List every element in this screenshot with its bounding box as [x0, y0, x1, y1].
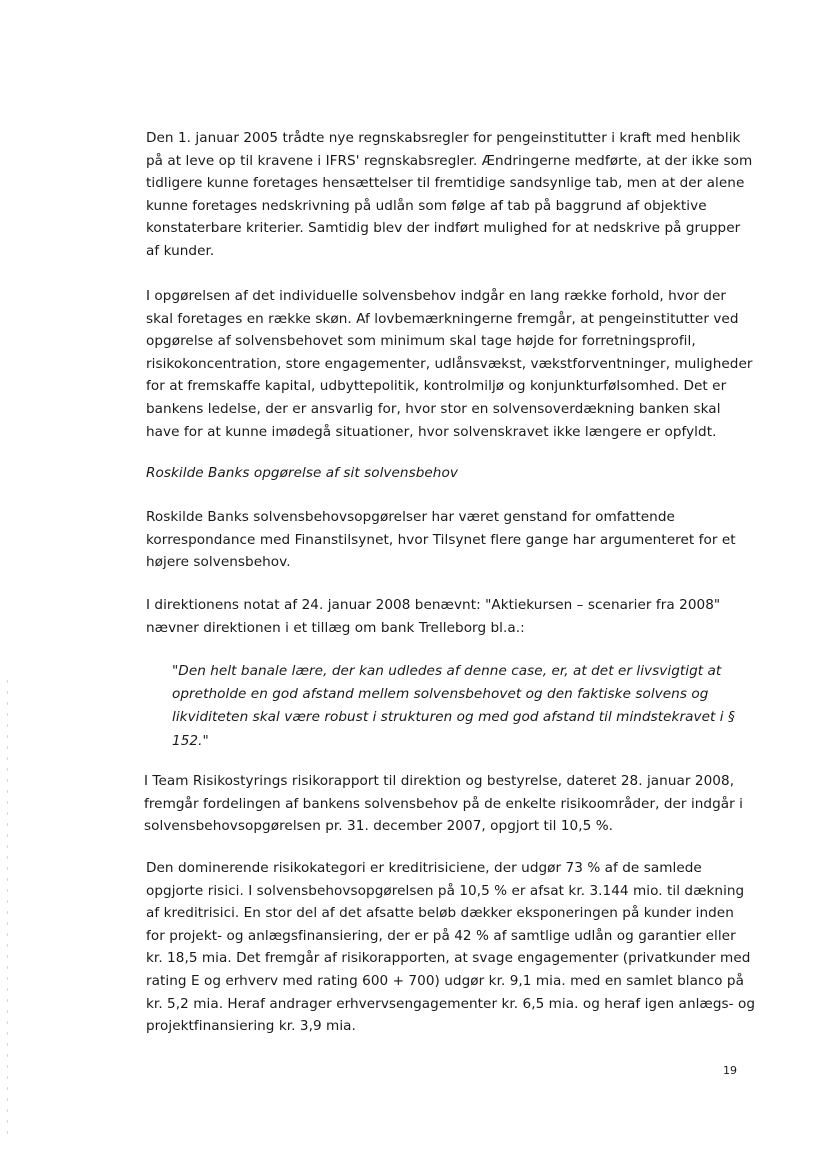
- quote-text: "Den helt banale lære, der kan udledes af denne case, er, at det er livsvigtigt at opretholde en god afstand mellem solvensbehovet og den faktiske solvens og likviditeten skal være robust i strukturen og med god afstand til mindstekravet i § 152.": [172, 663, 735, 749]
- paragraph-credit-risk: [146, 857, 756, 1038]
- paragraph-ifrs-rules: [146, 127, 756, 263]
- block-quote: [172, 660, 746, 753]
- paragraph-solvency-need: [146, 285, 756, 443]
- section-heading: [146, 462, 756, 485]
- paragraph-management-memo: [146, 594, 756, 639]
- section-heading-text: Roskilde Banks opgørelse af sit solvensbehov: [146, 465, 458, 481]
- paragraph-text: Den 1. januar 2005 trådte nye regnskabsregler for pengeinstitutter i kraft med henblik på at leve op til kravene i IFRS' regnskabsregler. Ændringerne medførte, at der ikke som tidligere kunne foretages hensættelser til fremtidige sandsynlige tab, men at der alene kunne foretages nedskrivning på udlån som følge af tab på baggrund af objektive konstaterbare kriterier. Samtidig blev der indført mulighed for at nedskrive på grupper af kunder.: [146, 130, 753, 259]
- paragraph-text: I opgørelsen af det individuelle solvensbehov indgår en lang række forhold, hvor der skal foretages en række skøn. Af lovbemærkningerne fremgår, at pengeinstitutter ved opgørelse af solvensbehovet som minimum skal tage højde for forretningsprofil, risikokoncentration, store engagementer, udlånsvækst, vækstforventninger, muligheder for at fremskaffe kapital, udbyttepolitik, kontrolmiljø og konjunkturfølsomhed. Det er bankens ledelse, der er ansvarlig for, hvor stor en solvensoverdækning banken skal have for at kunne imødegå situationer, hvor solvenskravet ikke længere er opfyldt.: [146, 288, 753, 440]
- page-number: 19: [723, 1064, 737, 1077]
- scan-edge-artifact: [7, 680, 8, 1140]
- paragraph-text: I Team Risikostyrings risikorapport til direktion og bestyrelse, dateret 28. januar 2008, fremgår fordelingen af bankens solvensbehov på de enkelte risikoområder, der indgår i solvensbehovsopgørelsen pr. 31. december 2007, opgjort til 10,5 %.: [144, 773, 744, 835]
- paragraph-risk-report: [144, 770, 754, 838]
- paragraph-correspondence: [146, 506, 756, 574]
- paragraph-text: I direktionens notat af 24. januar 2008 benævnt: "Aktiekursen – scenarier fra 2008" nævner direktionen i et tillæg om bank Trelleborg bl.a.:: [146, 597, 721, 636]
- paragraph-text: Den dominerende risikokategori er kreditrisiciene, der udgør 73 % af de samlede opgjorte risici. I solvensbehovsopgørelsen på 10,5 % er afsat kr. 3.144 mio. til dækning af kreditrisici. En stor del af det afsatte beløb dækker eksponeringen på kunder inden for projekt- og anlægsfinansiering, der er på 42 % af samtlige udlån og garantier eller kr. 18,5 mia. Det fremgår af risikorapporten, at svage engagementer (privatkunder med rating E og erhverv med rating 600 + 700) udgør kr. 9,1 mia. med en samlet blanco på kr. 5,2 mia. Heraf andrager erhvervsengagementer kr. 6,5 mia. og heraf igen anlægs- og projektfinansiering kr. 3,9 mia.: [146, 860, 756, 1035]
- paragraph-text: Roskilde Banks solvensbehovsopgørelser har været genstand for omfattende korrespondance med Finanstilsynet, hvor Tilsynet flere gange har argumenteret for et højere solvensbehov.: [146, 509, 736, 571]
